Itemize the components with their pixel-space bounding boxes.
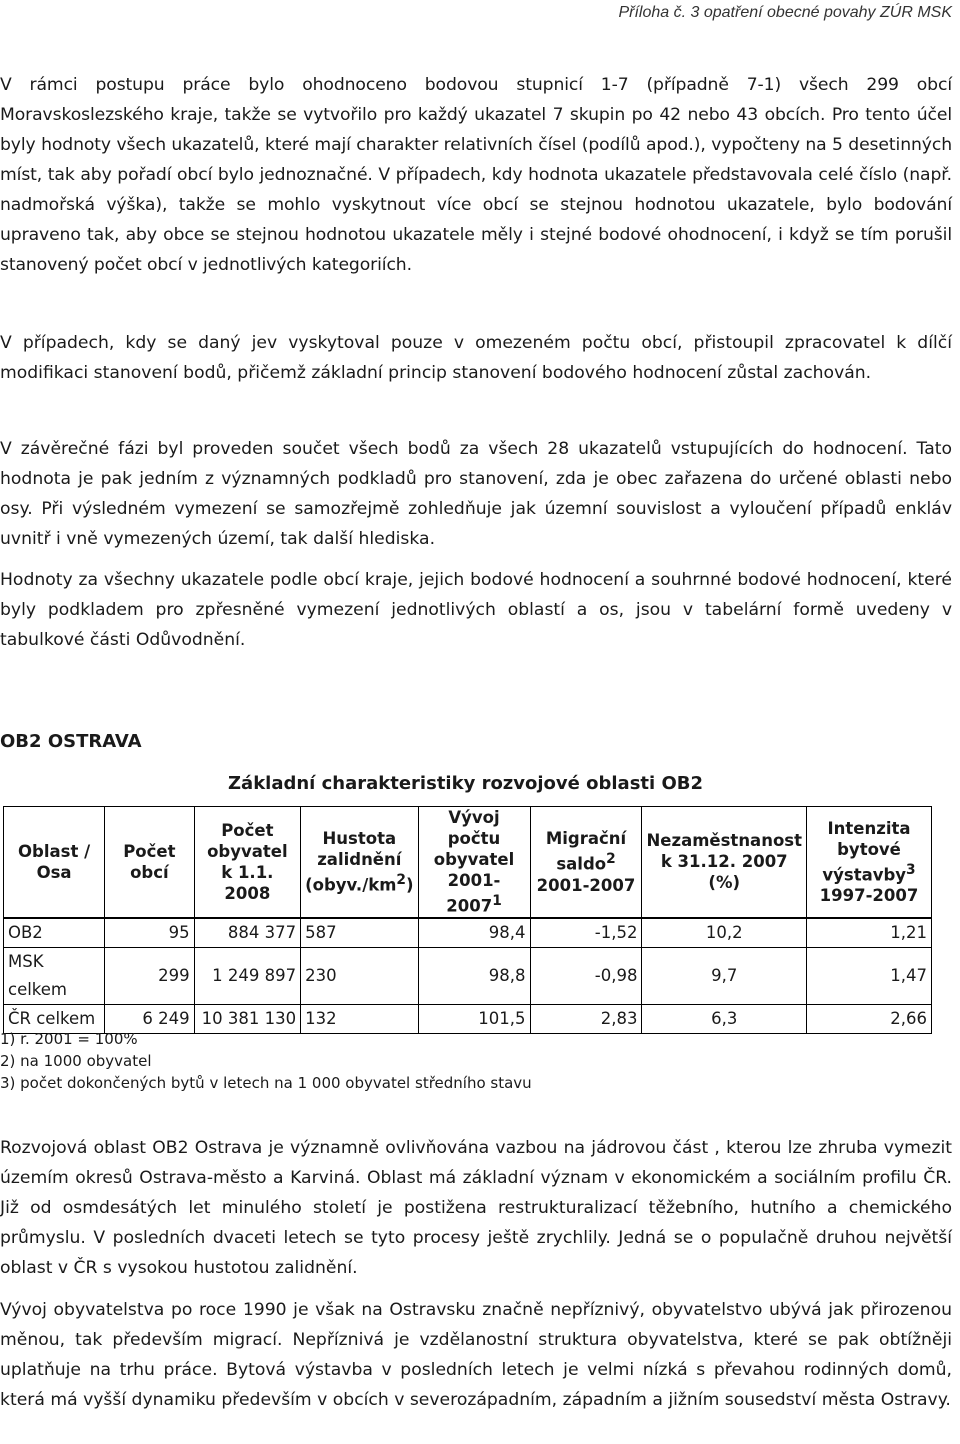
cell-count: 6 249 xyxy=(105,1004,194,1033)
paragraph-population-trend: Vývoj obyvatelstva po roce 1990 je však na Ostravsku značně nepříznivý, obyvatelstvo ubývá jak přirozenou měnou, tak především migrací. Nepříznivá je vzdělanostní struktura obyvatelstva, které se pak obtížněji uplatňuje na trhu práce. Bytová výstavba v posledních letech je velmi nízká s převahou rodinných domů, která má vyšší dynamiku především v obcích v severozápadním, západním a jižním sousedství města Ostravy. xyxy=(0,1300,952,1410)
header-population: Počet obyvatel k 1.1. 2008 xyxy=(194,807,300,918)
cell-area: ČR celkem xyxy=(4,1004,105,1033)
cell-density: 230 xyxy=(301,947,418,1004)
header-population-trend: Vývoj počtu obyvatel 2001-2007$^1$ xyxy=(418,807,530,918)
header-housing: Intenzita bytové výstavby$^3$ 1997-2007 xyxy=(807,807,932,918)
cell-unemployment: 6,3 xyxy=(642,1004,807,1033)
header-unemployment: Nezaměstnanost k 31.12. 2007 (%) xyxy=(642,807,807,918)
cell-housing: 2,66 xyxy=(807,1004,932,1033)
cell-density: 132 xyxy=(301,1004,418,1033)
paragraph-methodology: V rámci postupu práce bylo ohodnoceno bodovou stupnicí 1-7 (případně 7-1) všech 299 obcí Moravskoslezského kraje, takže se vytvořilo pro každý ukazatel 7 skupin po 42 nebo 43 obcích. Pro tento účel byly hodnoty všech ukazatelů, které mají charakter relativních čísel (podílů apod.), vypočteny na 5 desetinných míst, tak aby pořadí obcí bylo jednoznačné. V případech, kdy hodnota ukazatele představovala celé číslo (např. nadmořská výška), takže se mohlo vyskytnout více obcí se stejnou hodnotou ukazatele, bylo bodování upraveno tak, aby obce se stejnou hodnotou ukazatele měly i stejné bodové ohodnocení, i když se tím porušil stanovený počet obcí v jednotlivých kategoriích. xyxy=(0,75,952,275)
cell-density: 587 xyxy=(301,918,418,948)
cell-migration: -0,98 xyxy=(530,947,642,1004)
table-row xyxy=(4,947,932,1004)
cell-unemployment: 9,7 xyxy=(642,947,807,1004)
table-header-row xyxy=(4,807,932,918)
cell-count: 95 xyxy=(105,918,194,948)
cell-housing: 1,47 xyxy=(807,947,932,1004)
cell-housing: 1,21 xyxy=(807,918,932,948)
footnote-2: 2) na 1000 obyvatel xyxy=(0,1052,152,1070)
table-row xyxy=(4,918,932,948)
cell-population: 1 249 897 xyxy=(194,947,300,1004)
cell-trend: 101,5 xyxy=(418,1004,530,1033)
paragraph-final-phase: V závěrečné fázi byl proveden součet všech bodů za všech 28 ukazatelů vstupujících do hodnocení. Tato hodnota je pak jedním z významných podkladů pro stanovení, zda je obec zařazena do určené oblasti nebo osy. Při výsledném vymezení se samozřejmě zohledňuje jak územní souvislost a vyloučení případů enkláv uvnitř i vně vymezených území, tak další hlediska. xyxy=(0,439,952,549)
cell-area: MSK celkem xyxy=(4,947,105,1004)
cell-unemployment: 10,2 xyxy=(642,918,807,948)
cell-trend: 98,4 xyxy=(418,918,530,948)
table-footnotes xyxy=(0,1028,532,1094)
cell-population: 10 381 130 xyxy=(194,1004,300,1033)
footnote-3: 3) počet dokončených bytů v letech na 1 000 obyvatel středního stavu xyxy=(0,1074,532,1092)
paragraph-values: Hodnoty za všechny ukazatele podle obcí kraje, jejich bodové hodnocení a souhrnné bodové hodnocení, které byly podkladem pro zpřesněné vymezení jednotlivých oblastí a os, jsou v tabelární formě uvedeny v tabulkové části Odůvodnění. xyxy=(0,570,952,650)
cell-population: 884 377 xyxy=(194,918,300,948)
cell-migration: -1,52 xyxy=(530,918,642,948)
header-area: Oblast / Osa xyxy=(4,807,105,918)
cell-count: 299 xyxy=(105,947,194,1004)
header-municipality-count: Počet obcí xyxy=(105,807,194,918)
footnote-1: 1) r. 2001 = 100% xyxy=(0,1030,138,1048)
paragraph-ob2-overview: Rozvojová oblast OB2 Ostrava je významně ovlivňována vazbou na jádrovou část , kterou lze zhruba vymezit územím okresů Ostrava-město a Karviná. Oblast má základní význam v ekonomickém a sociálním profilu ČR. Již od osmdesátých let minulého století je postižena restrukturalizací těžebního, hutního a chemického průmyslu. V posledních dvaceti letech se tyto procesy ještě zrychlily. Jedná se o populačně druhou největší oblast v ČR s vysokou hustotou zalidnění. xyxy=(0,1138,952,1278)
cell-area: OB2 xyxy=(4,918,105,948)
paragraph-modification: V případech, kdy se daný jev vyskytoval pouze v omezeném počtu obcí, přistoupil zpracovatel k dílčí modifikaci stanovení bodů, přičemž základní princip stanovení bodového hodnocení zůstal zachován. xyxy=(0,333,952,383)
section-title: OB2 OSTRAVA xyxy=(0,731,142,752)
page-header: Příloha č. 3 opatření obecné povahy ZÚR MSK xyxy=(618,4,952,21)
table-title: Základní charakteristiky rozvojové oblasti OB2 xyxy=(228,773,703,794)
characteristics-table xyxy=(3,806,932,1034)
header-migration: Migrační saldo$^2$ 2001-2007 xyxy=(530,807,642,918)
cell-migration: 2,83 xyxy=(530,1004,642,1033)
header-density: Hustota zalidnění $(obyv./km^2)$ xyxy=(301,807,418,918)
cell-trend: 98,8 xyxy=(418,947,530,1004)
